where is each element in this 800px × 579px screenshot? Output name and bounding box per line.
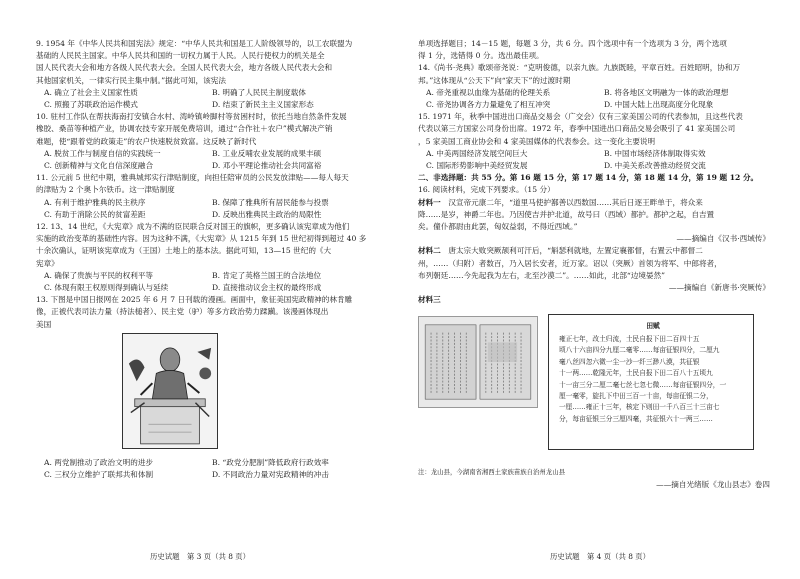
material-label: 材料一: [418, 197, 449, 207]
stem-line: 橡胶、桑苗等种植产业，协调农技专家开展免费培训，通过“合作社＋农户”模式解决产销: [36, 124, 333, 134]
option-item[interactable]: C. 国际形势影响中美经贸发展: [426, 161, 528, 171]
stem-line: 实施的政治变革的基础性内容。因为这种不满，《大宪章》从 1215 年到 15 世纪初得到超过 40 多: [36, 234, 367, 244]
stem-line: 的津贴为 2 个奥卜尔铁币。这一津贴制度: [36, 185, 175, 195]
question-16-head: 16. 阅读材料，完成下列要求。（15 分）: [418, 185, 555, 195]
option-item[interactable]: C. 有助于消除公民的贫富差距: [44, 209, 146, 219]
material-2: [418, 245, 774, 294]
q13-stem: [36, 294, 372, 331]
stem-line: 15. 1971 年，秋季中国进出口商品交易会（广交会）仅有三家美国公司的代表参加，且这些代表: [418, 112, 743, 122]
option-item[interactable]: A. 有利于维护雅典的民主秩序: [44, 197, 146, 207]
section-2-heading: 二、非选择题：共 55 分。第 16 题 15 分，第 17 题 14 分，第 18 题 14 分，第 19 题 12 分。: [418, 173, 759, 183]
option-item[interactable]: B. 明确了人民民主制度载体: [212, 87, 306, 97]
field-tax-line: 厘一毫零，旋扎下中田三百一十亩，每亩征银二分，: [559, 391, 713, 400]
q12-stem: [36, 221, 372, 270]
material-line: 布列朝廷……今先起我为左右，北至沙漠二”。……如此，北部“边境晏然”: [418, 270, 666, 280]
intro-line: 单项选择题目；14－15 题，每题 3 分，共 6 分。四个选项中有一个选项为 3 分，两个选项: [418, 39, 727, 48]
stem-line: 14.《尚书·尧典》歌颂帝尧说：“克明俊德，以亲九族。九族既睦，平章百姓。百姓昭明，协和万: [418, 63, 741, 73]
lincoln-cartoon-image: [122, 333, 218, 449]
field-tax-line: 顷八十六亩四分九厘二毫零……每亩征银四分，二厘九: [559, 346, 720, 355]
stem-line: 9. 1954 年《中华人民共和国宪法》规定：“中华人民共和国是工人阶级领导的，以工农联盟为: [36, 39, 353, 48]
material-1-source: ——摘编自《汉书·西域传》: [676, 234, 770, 244]
question-13: [36, 294, 372, 481]
option-item[interactable]: D. 反映出雅典民主政治的局限性: [212, 209, 322, 219]
material-line: 矣。僮仆都尉由此罢，匈奴益弱，不得近西域。”: [418, 222, 578, 232]
option-item[interactable]: A. 确立了社会主义国家性质: [44, 87, 138, 97]
stem-line: 其他国家机关，一律实行民主集中制。”据此可知，该宪法: [36, 75, 226, 85]
field-tax-line: 分，每亩征银三分三厘四毫，共征银六十一两三……: [559, 414, 713, 423]
option-item[interactable]: C. 三权分立维护了联邦共和体制: [44, 470, 154, 480]
q9-options: [36, 87, 372, 111]
option-item[interactable]: D. 中美关系改善推动经贸交流: [604, 161, 706, 171]
question-9: [36, 38, 372, 111]
material-3-figure: [418, 310, 774, 462]
option-item[interactable]: C. 照搬了苏联政治运作模式: [44, 100, 138, 110]
option-item[interactable]: B. 将各地区文明融为一体的政治理想: [604, 87, 729, 97]
stem-line: 11. 公元前 5 世纪中期，雅典城邦实行津贴制度，向担任陪审员的公民发放津贴——每人每天: [36, 173, 349, 183]
option-item[interactable]: D. 邓小平理论推动社会共同富裕: [212, 161, 322, 171]
field-tax-title: 田赋: [646, 322, 660, 331]
stem-line: 十余次确认，证明该宪章成为（王国）土地上的基本法。据此可知，13—15 世纪的《大: [36, 246, 332, 256]
question-11: [36, 172, 372, 221]
stem-line: 难题，使“跟着党的政策走”的农户快速脱贫致富。这反映了新时代: [36, 136, 257, 146]
material-line-text: 汉宣帝元康二年，“道里马使护鄯善以西数国……其后日逐王畔单于，将众来: [448, 197, 703, 207]
intro-line: 得 1 分，选错得 0 分。选出最佳项。: [418, 51, 544, 61]
q10-stem: [36, 111, 372, 148]
exam-page-4: [400, 0, 800, 579]
option-item[interactable]: B. “政党分肥制”降低政府行政效率: [212, 458, 329, 468]
stem-line: 代表以第三方国家公司身份出席。1972 年，春季中国进出口商品交易会吸引了 41 家美国公司: [418, 124, 736, 134]
option-item[interactable]: B. 中国市场经济体制取得实效: [604, 148, 706, 158]
page-footer-left: 历史试题 第 3 页（共 8 页）: [149, 551, 251, 561]
q15-options: [418, 148, 774, 172]
material-3-note: 注：龙山县，今湖南省湘西土家族苗族自治州龙山县: [418, 468, 565, 477]
option-item[interactable]: C. 创新精神与文化自信深度融合: [44, 161, 154, 171]
stem-line: 基础的人民民主国家。中华人民共和国的一切权力属于人民。人民行使权力的机关是全: [36, 51, 325, 61]
q11-options: [36, 197, 372, 221]
option-item[interactable]: B. 工业反哺农业发展的成果丰硕: [212, 148, 322, 158]
material-line: 州，……（归附）者数百，乃入居长安者，近万家。诏以（突厥）首领为将军、中郎将者，: [418, 258, 722, 268]
option-item[interactable]: A. 帝尧重视以血缘为基础的伦理关系: [426, 87, 551, 97]
stem-line: 13. 下图是中国日报网在 2025 年 6 月 7 日刊载的漫画。画面中，象征美国宪政精神的林肯雕: [36, 295, 353, 305]
gazetteer-book-photo: [418, 316, 538, 408]
material-line-text: 唐太宗大败突厥颉利可汗后，“斛瑟利就地，左置定襄都督，右置云中都督二: [448, 246, 703, 256]
q14-options: [418, 87, 774, 111]
stem-line: 国人民代表大会和地方各级人民代表大会。全国人民代表大会，地方各级人民代表大会和: [36, 63, 333, 73]
option-item[interactable]: A. 中美两国经济发展空间巨大: [426, 148, 528, 158]
option-item[interactable]: A. 两党制推动了政治文明的进步: [44, 458, 154, 468]
q15-stem: [418, 111, 774, 148]
material-2-source: ——摘编自《新唐书·突厥传》: [668, 283, 770, 293]
stem-line: 像，正被代表司法力量（持法槌者）、民主党（驴）等多方政治势力蹂躏。该漫画体现出: [36, 307, 329, 317]
material-2-text: [418, 245, 774, 282]
option-item[interactable]: A. 确保了贵族与平民的权利平等: [44, 270, 154, 280]
q12-options: [36, 270, 372, 294]
stem-line: 邦。”这体现从“公天下”向“家天下”的过渡时期: [418, 75, 571, 85]
option-item[interactable]: D. 不同政治力量对宪政精神的冲击: [212, 470, 329, 480]
field-tax-line: 十一亩三分二厘二毫七丝七忽七微……每亩征银四分，一: [559, 380, 727, 389]
stem-line: 宪章》: [36, 258, 59, 268]
question-12: [36, 221, 372, 294]
option-item[interactable]: D. 中国大陆上出现高度分化现象: [604, 100, 714, 110]
q13-options: [36, 457, 372, 481]
q14-stem: [418, 62, 774, 86]
stem-line: 12. 13、14 世纪，《大宪章》成为不满的臣民联合反对国王的旗帜，更多确认该宪章成为他们: [36, 222, 350, 232]
material-3-label: 材料三: [418, 295, 441, 305]
q9-stem: [36, 38, 372, 87]
field-tax-line: 雍正七年，改土归流，土民自报下田二百四十五: [559, 334, 700, 343]
material-label: 材料二: [418, 246, 449, 256]
option-item[interactable]: B. 肯定了英格兰国王的合法地位: [212, 270, 322, 280]
stem-line: 10. 驻村工作队在帮扶海南打安镇合水村、湾岭镇岭脚村等贫困村时，依托当地自然条件发展: [36, 112, 347, 122]
stem-line: 美国: [36, 319, 52, 329]
question-10: [36, 111, 372, 172]
material-3-source: ——摘自光绪版《龙山县志》卷四: [656, 479, 770, 489]
multi-choice-intro: [418, 38, 774, 62]
right-column: [418, 38, 774, 491]
field-tax-line: 十一两……乾隆元年，土民自报下田二百八十五顷九: [559, 369, 713, 378]
option-item[interactable]: C. 帝尧协调各方力量避免了相互冲突: [426, 100, 551, 110]
material-line: 降……是岁，神爵二年也。乃因使吉并护北道，故号曰（西域）都护。都护之起，自吉置: [418, 209, 715, 219]
option-item[interactable]: C. 体现有限王权原则得到确认与延续: [44, 283, 169, 293]
page-footer-right: 历史试题 第 4 页（共 8 页）: [549, 551, 651, 561]
question-14: [418, 62, 774, 111]
option-item[interactable]: A. 脱贫工作与制度自信的实践统一: [44, 148, 161, 158]
option-item[interactable]: D. 结束了新民主主义国家形态: [212, 100, 314, 110]
q11-stem: [36, 172, 372, 196]
material-line: [418, 197, 774, 209]
left-column: [36, 38, 372, 481]
q10-options: [36, 148, 372, 172]
question-15: [418, 111, 774, 172]
stem-line: ，5 家美国工商业协会和 4 家美国媒体的代表参会。这一变化主要说明: [418, 136, 656, 146]
material-1: [418, 197, 774, 246]
option-item[interactable]: B. 保障了雅典所有居民能参与投票: [212, 197, 329, 207]
material-line: [418, 245, 774, 257]
field-tax-text: [559, 334, 747, 425]
field-tax-line: 毫八丝四忽六微一尘一沙一纤三渺八漠，共征银: [559, 357, 700, 366]
option-item[interactable]: D. 直接推动议会主权的最终形成: [212, 283, 322, 293]
material-1-text: [418, 197, 774, 234]
field-tax-textbox: [548, 314, 754, 450]
field-tax-line: 一厘……雍正十三年，核定下则田一千八百三十三亩七: [559, 403, 720, 412]
